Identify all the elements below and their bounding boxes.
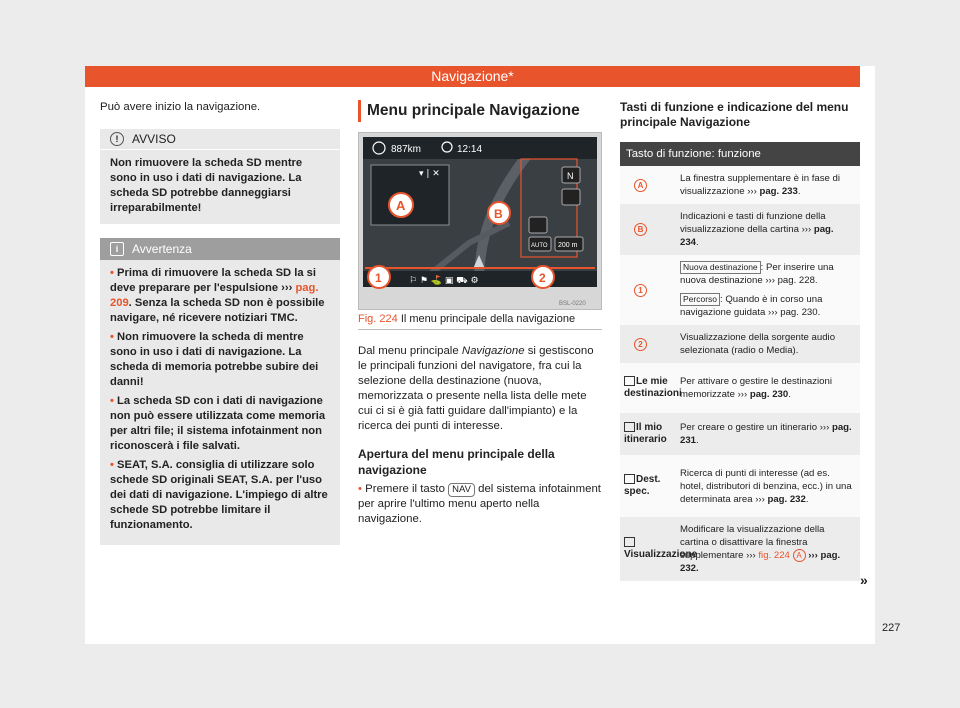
table-row: Il mio itinerario Per creare o gestire un itinerario ››› pag. 231. bbox=[620, 413, 860, 455]
table-row: Le mie destinazioni Per attivare o gestire le destinazioni memorizzate ››› pag. 230. bbox=[620, 363, 860, 413]
navigation-screen-figure bbox=[358, 132, 602, 310]
svg-text:⚐ ⚑ ⛳ ▣ ⛟ ⚙: ⚐ ⚑ ⛳ ▣ ⛟ ⚙ bbox=[409, 276, 479, 286]
page-number: 227 bbox=[882, 622, 901, 634]
time-readout: 12:14 bbox=[457, 144, 483, 155]
callout-1: 1 bbox=[375, 271, 382, 285]
column-right bbox=[620, 100, 860, 581]
table-heading: Tasti di funzione e indicazione del menu principale Navigazione bbox=[620, 100, 849, 129]
auto-label: AUTO bbox=[531, 243, 548, 249]
itinerary-icon bbox=[624, 422, 635, 432]
exclamation-icon: ! bbox=[110, 132, 124, 146]
section-banner: Navigazione* bbox=[85, 66, 860, 87]
figure-caption-text: Il menu principale della navigazione bbox=[400, 313, 576, 325]
nuova-destinazione-key: Nuova destinazione bbox=[680, 261, 761, 274]
avvertenza-item: • Prima di rimuovere la scheda SD la si deve preparare per l'espulsione ››› pag. 209. Senza la scheda SD non è possibile navigare, né ricevere notiziari TMC. bbox=[110, 267, 325, 324]
avviso-body: Non rimuovere la scheda SD mentre sono in uso i dati di navigazione. La scheda SD potrebbe danneggiarsi irreparabilmente! bbox=[110, 157, 303, 214]
avviso-header bbox=[100, 129, 340, 150]
key-a-badge: A bbox=[634, 179, 647, 192]
table-row: 1 Nuova destinazione : Per inserire una nuova destinazione ››› pag. 228. Percorso : Quando è in corso una navigazione guidata ››› pag. 230. bbox=[620, 255, 860, 325]
nav-screen-illustration bbox=[359, 133, 601, 309]
avvertenza-item: • SEAT, S.A. consiglia di utilizzare solo schede SD originali SEAT, S.A. per l'uso dei dati di navigazione. L'impiego di altre schede SD potrebbe limitare il funzionamento. bbox=[110, 459, 328, 531]
svg-text:▾ | ✕: ▾ | ✕ bbox=[419, 169, 440, 179]
key-2-badge: 2 bbox=[634, 338, 647, 351]
figure-label: Fig. 224 bbox=[358, 313, 398, 325]
sub-heading: Apertura del menu principale della navigazione bbox=[358, 447, 555, 477]
page-ref-link[interactable]: pag. 209 bbox=[110, 282, 319, 309]
avvertenza-box bbox=[100, 238, 340, 545]
distance-readout: 887km bbox=[391, 144, 422, 155]
avvertenza-item: • Non rimuovere la scheda di mentre sono in uso i dati di navigazione. La scheda di memoria potrebbe subire dei danni! bbox=[110, 331, 319, 388]
poi-icon bbox=[624, 474, 635, 484]
table-row: B Indicazioni e tasti di funzione della visualizzazione della cartina ››› pag. 234. bbox=[620, 204, 860, 255]
figure-caption bbox=[358, 312, 602, 330]
avvertenza-item: • La scheda SD con i dati di navigazione non può essere utilizzata come memoria per altri file; il sistema infotainment non riconoscerà i file salvati. bbox=[110, 395, 326, 452]
map-view-icon bbox=[624, 537, 635, 547]
column-left bbox=[100, 100, 340, 545]
paragraph: Dal menu principale Navigazione si gestiscono le principali funzioni del navigatore, fra cui la selezione della destinazione (nuova, memorizzata o presente nella lista delle mete cui ci si è già fatti guidare dall'impianto) e la ricerca dei punti di interesse. bbox=[358, 345, 594, 432]
avvertenza-header bbox=[100, 238, 340, 260]
table-header: Tasto di funzione: funzione bbox=[620, 142, 860, 166]
callout-b: B bbox=[494, 207, 503, 221]
column-middle bbox=[358, 100, 602, 527]
figure-code: BSL-0220 bbox=[559, 301, 586, 307]
info-icon: i bbox=[110, 242, 124, 256]
percorso-key: Percorso bbox=[680, 293, 720, 306]
callout-a: A bbox=[396, 198, 406, 213]
table-body bbox=[620, 166, 860, 581]
section-heading: Menu principale Navigazione bbox=[358, 100, 602, 122]
continue-marker: » bbox=[860, 572, 868, 588]
avvertenza-body bbox=[100, 260, 340, 545]
function-table bbox=[620, 142, 860, 581]
key-b-badge: B bbox=[634, 223, 647, 236]
table-row: 2 Visualizzazione della sorgente audio selezionata (radio o Media). bbox=[620, 325, 860, 363]
key-1-badge: 1 bbox=[634, 284, 647, 297]
intro-text: Può avere inizio la navigazione. bbox=[100, 101, 261, 113]
scale-label: 200 m bbox=[558, 242, 578, 249]
callout-2: 2 bbox=[539, 271, 546, 285]
table-row: A La finestra supplementare è in fase di visualizzazione ››› pag. 233. bbox=[620, 166, 860, 204]
table-row: Visualizzazione Modificare la visualizzazione della cartina o disattivare la finestra supplementare ››› fig. 224 A ››› pag. 232. bbox=[620, 517, 860, 581]
avviso-title: AVVISO bbox=[132, 131, 176, 146]
step-item: • Premere il tasto NAV del sistema infotainment per aprire l'ultimo menu aperto nella navigazione. bbox=[358, 483, 601, 525]
avvertenza-title: Avvertenza bbox=[132, 241, 192, 256]
table-row: Dest. spec. Ricerca di punti di interesse (ad es. hotel, distributori di benzina, ecc.) in una determinata area ››› pag. 232. bbox=[620, 455, 860, 517]
destinations-icon bbox=[624, 376, 635, 386]
nav-key: NAV bbox=[448, 483, 475, 497]
compass-label: N bbox=[567, 171, 574, 181]
avviso-box bbox=[100, 129, 340, 224]
